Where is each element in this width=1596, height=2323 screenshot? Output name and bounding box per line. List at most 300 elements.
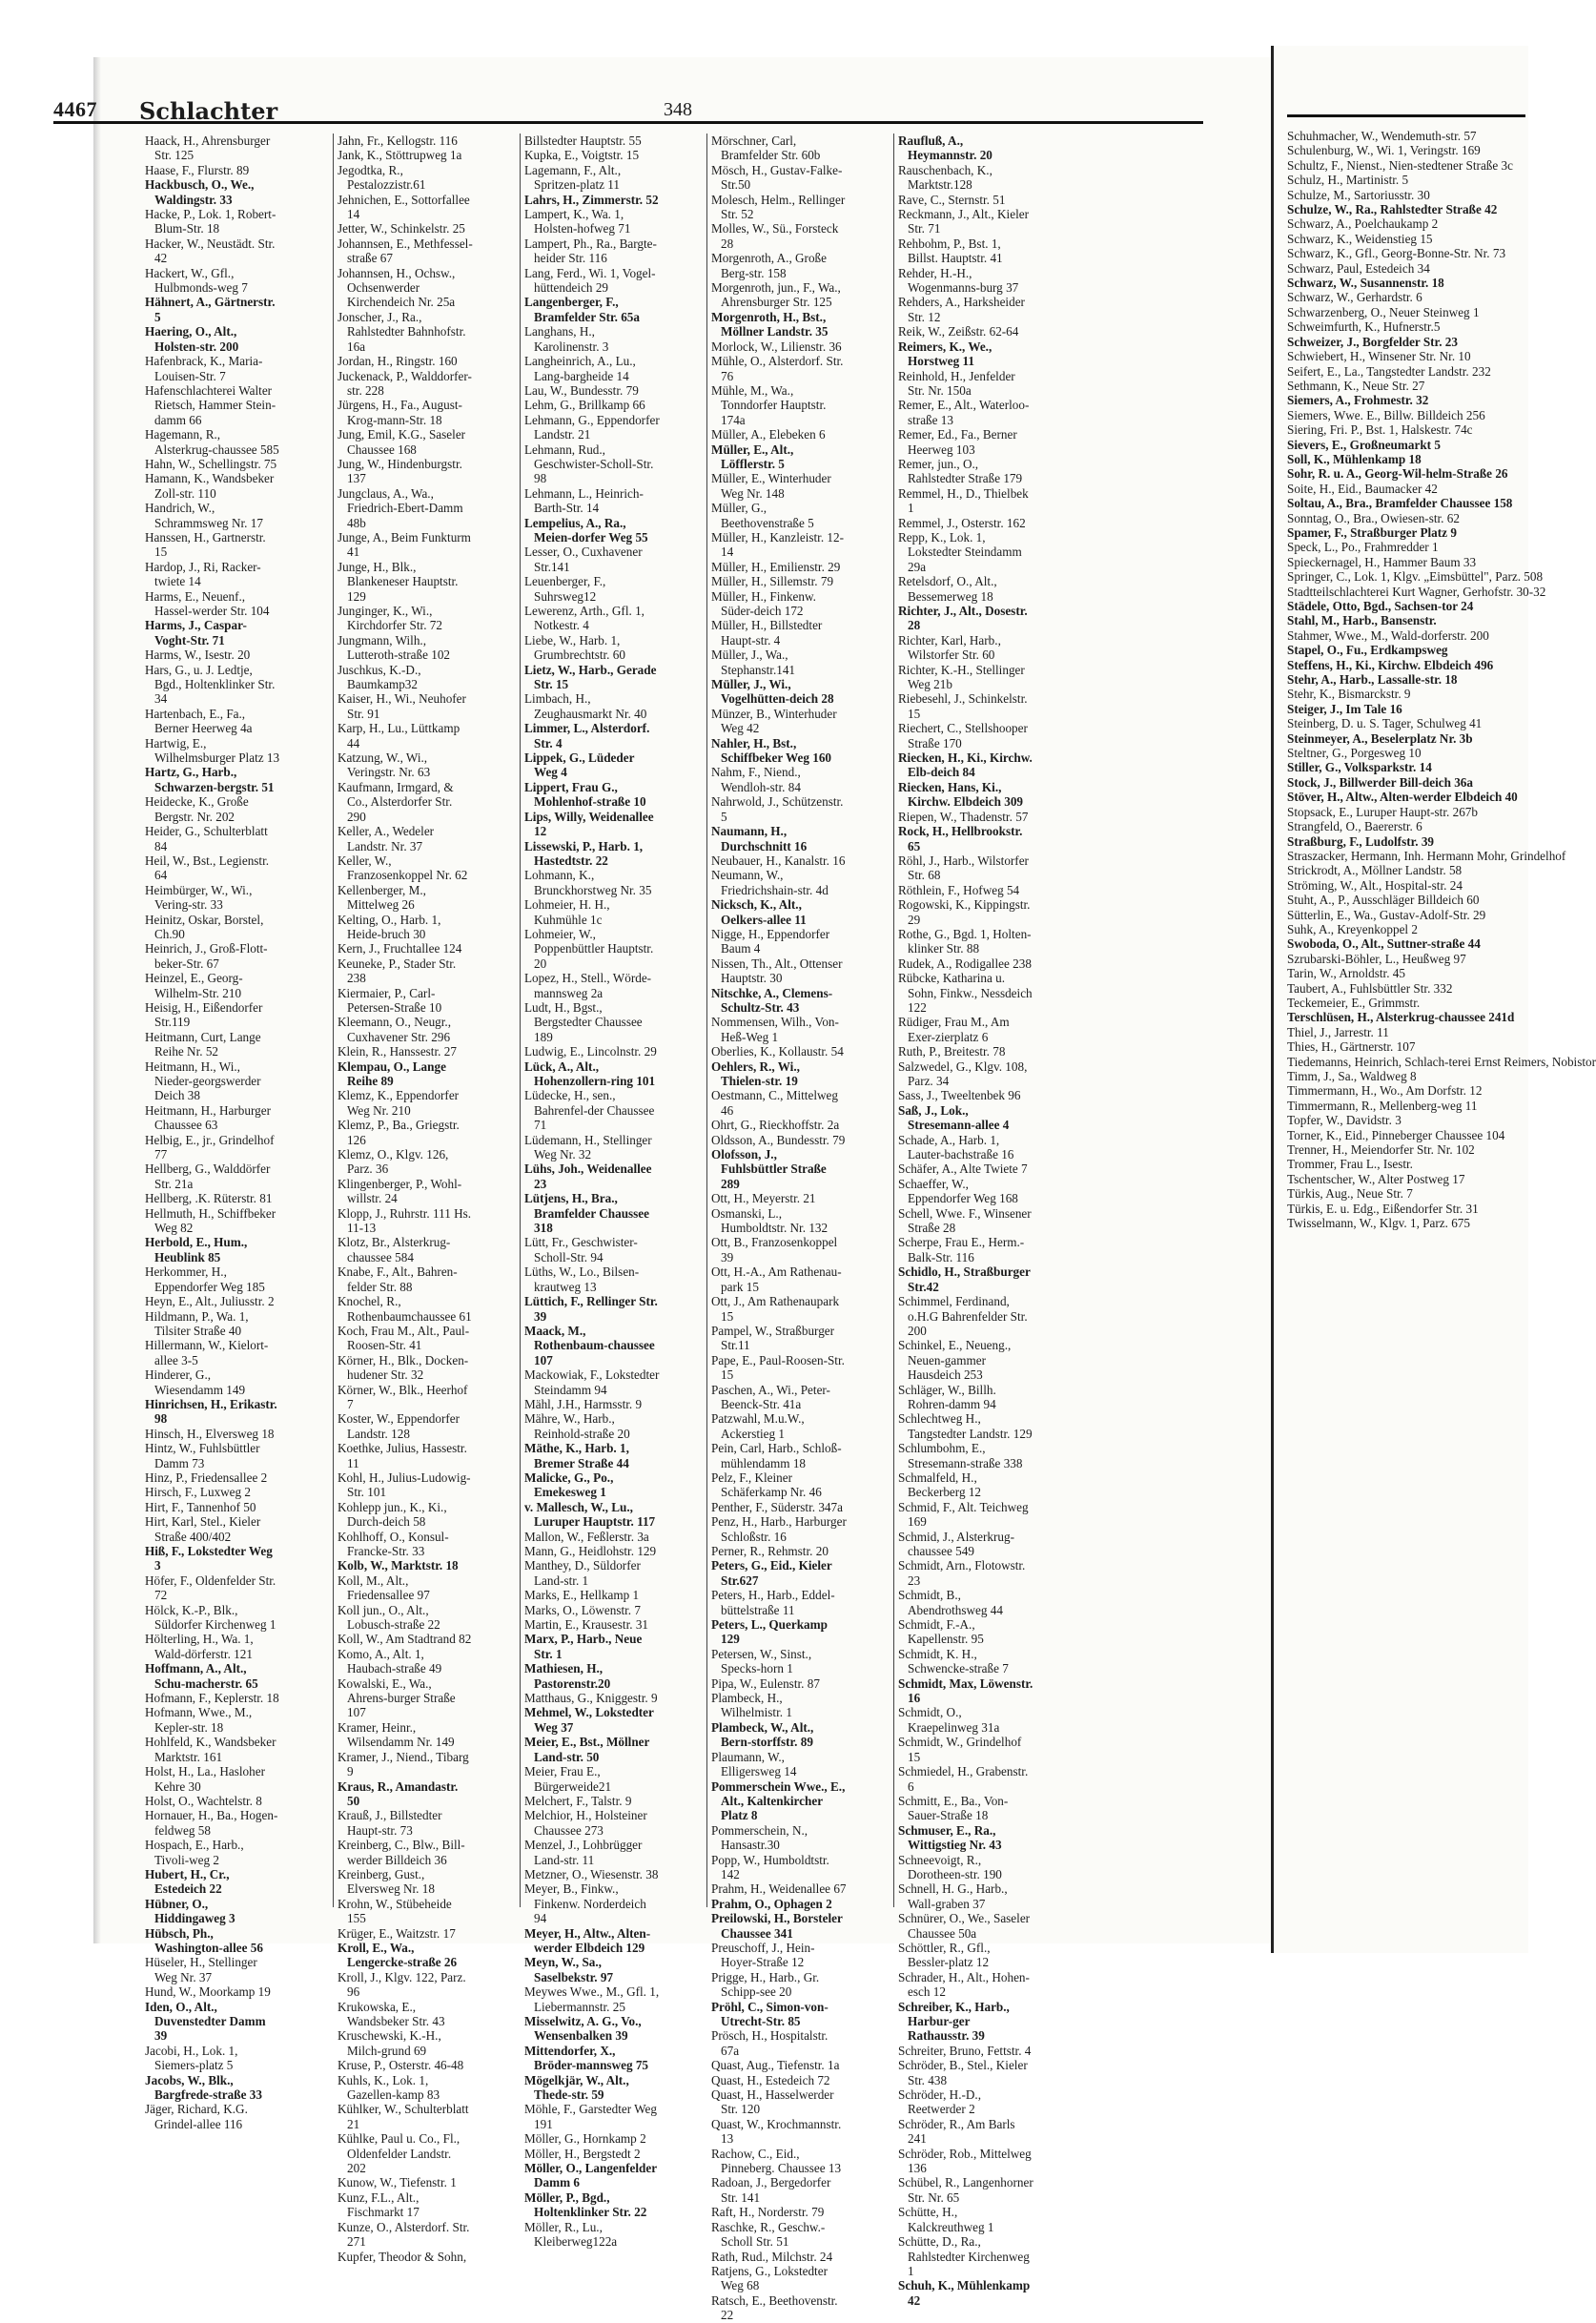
directory-entry: Ott, H., Meyerstr. 21 [711, 1191, 816, 1206]
directory-entry: Kühlker, W., Schulterblatt 21 [338, 2102, 469, 2131]
directory-entry: Marx, P., Harb., Neue Str. 1 [524, 1632, 643, 1661]
directory-entry: Liebe, W., Harb. 1, Grumbrechtstr. 60 [524, 632, 625, 663]
directory-entry: Twisselmann, W., Klgv. 1, Parz. 675 [1287, 1216, 1470, 1231]
directory-entry: Meier, Frau E., Bürgerweide21 [524, 1764, 612, 1794]
directory-entry: Kelting, O., Harb. 1, Heide-bruch 30 [338, 912, 441, 941]
directory-entry: Kreinberg, C., Blw., Bill-werder Billdeich 36 [338, 1838, 465, 1867]
directory-entry: Heitmann, H., Harburger Chaussee 63 [145, 1102, 271, 1133]
directory-entry: Ott, J., Am Rathenaupark 15 [711, 1294, 840, 1324]
directory-entry: Ratsch, E., Beethovenstr. 22 [711, 2292, 838, 2323]
directory-entry: Manthey, D., Süldorfer Land-str. 1 [524, 1558, 641, 1588]
directory-entry: Schmuser, E., Ra., Wittigstieg Nr. 43 [898, 1822, 1002, 1853]
directory-entry: Raft, H., Norderstr. 79 [711, 2205, 825, 2220]
directory-entry: Lüttich, F., Rellinger Str. 39 [524, 1294, 658, 1324]
directory-entry: Helbig, E., jr., Grindelhof 77 [145, 1132, 275, 1162]
directory-entry: Komo, A., Alt. 1, Haubach-straße 49 [338, 1646, 442, 1676]
directory-entry: Junge, A., Beim Funkturm 41 [338, 529, 471, 560]
directory-entry: Knabe, F., Alt., Bahren-felder Str. 88 [338, 1264, 458, 1294]
directory-entry: Hamann, K., Wandsbeker Zoll-str. 110 [145, 471, 275, 501]
directory-entry: Salzwedel, G., Klgv. 108, Parz. 34 [898, 1059, 1028, 1088]
directory-entry: Kolb, W., Marktstr. 18 [338, 1558, 459, 1573]
directory-entry: Molles, W., Sü., Forsteck 28 [711, 221, 839, 251]
directory-entry: Harms, J., Caspar-Voght-Str. 71 [145, 618, 247, 648]
directory-entry: Steinmeyer, A., Beselerplatz Nr. 3b [1287, 730, 1473, 746]
directory-entry: Schuhmacher, W., Wendemuth-str. 57 [1287, 129, 1477, 143]
directory-entry: Schröder, R., Am Barls 241 [898, 2116, 1015, 2147]
directory-entry: Holst, H., La., Hasloher Kehre 30 [145, 1764, 265, 1794]
directory-entry: Martin, E., Krausestr. 31 [524, 1617, 649, 1633]
directory-entry: Hacke, P., Lok. 1, Robert-Blum-Str. 18 [145, 207, 276, 236]
directory-entry: Richter, J., Alt., Dosestr. 28 [898, 604, 1028, 633]
directory-entry: Marks, E., Hellkamp 1 [524, 1588, 640, 1603]
directory-entry: Oestmann, C., Mittelweg 46 [711, 1088, 838, 1118]
directory-entry: Kroll, E., Wa., Lengercke-straße 26 [338, 1940, 458, 1970]
directory-entry: Heinitz, Oskar, Borstel, Ch.90 [145, 912, 264, 941]
directory-entry: Rudek, A., Rodigallee 238 [898, 956, 1032, 971]
listing-column-5 [893, 134, 1033, 2308]
directory-entry: Johannsen, H., Ochsw., Ochsenwerder Kirchendeich Nr. 25a [338, 265, 456, 310]
directory-entry: Schweimfurth, K., Hufnerstr.5 [1287, 319, 1441, 335]
directory-entry: Hornauer, H., Ba., Hogen-feldweg 58 [145, 1808, 278, 1838]
directory-entry: Tiedemanns, Heinrich, Schlach-terei Ernst Reimers, Nobistor [1287, 1054, 1596, 1069]
directory-entry: Terschlüsen, H., Alsterkrug-chaussee 241d [1287, 1010, 1515, 1025]
directory-entry: Neubauer, H., Kanalstr. 16 [711, 853, 846, 868]
directory-entry: Reinhold, H., Jenfelder Str. Nr. 150a [898, 368, 1015, 398]
directory-entry: Langheinrich, A., Lu., Lang-bargheide 14 [524, 354, 636, 383]
directory-entry: Mühle, M., Wa., Tonndorfer Hauptstr. 174a [711, 382, 827, 427]
directory-entry: Petersen, W., Sinst., Specks-horn 1 [711, 1646, 812, 1676]
directory-entry: Lissewski, P., Harb. 1, Hastedtstr. 22 [524, 838, 644, 868]
directory-entry: Schweizer, J., Borgfelder Str. 23 [1287, 334, 1458, 349]
directory-entry: Haase, F., Flurstr. 89 [145, 162, 250, 177]
directory-entry: Knochel, R., Rothenbaumchaussee 61 [338, 1294, 472, 1324]
directory-entry: Repp, K., Lok. 1, Lokstedter Steindamm 29a [898, 529, 1022, 574]
directory-entry: Kunze, O., Alsterdorf. Str. 271 [338, 2219, 470, 2250]
directory-entry: Timmermann, R., Mellenberg-weg 11 [1287, 1098, 1478, 1113]
directory-entry: Hinsch, H., Elversweg 18 [145, 1426, 275, 1441]
directory-entry: Mähl, J.H., Harmsstr. 9 [524, 1396, 643, 1411]
directory-entry: Johannsen, E., Methfessel-straße 67 [338, 236, 473, 266]
directory-entry: Lüdecke, H., sen., Bahrenfel-der Chaussee 71 [524, 1088, 655, 1133]
directory-entry: Billstedter Hauptstr. 55 [524, 134, 642, 148]
directory-entry: Schmidt, K. H., Schwencke-straße 7 [898, 1646, 1009, 1676]
directory-entry: Sass, J., Tweeltenbek 96 [898, 1088, 1021, 1103]
directory-entry: Lütjens, H., Bra., Bramfelder Chaussee 318 [524, 1191, 649, 1236]
directory-entry: Möller, R., Lu., Kleiberweg122a [524, 2219, 618, 2250]
directory-entry: Sievers, E., Großneumarkt 5 [1287, 437, 1441, 452]
directory-entry: Preilowski, H., Borsteler Chaussee 341 [711, 1911, 843, 1941]
directory-entry: Nahm, F., Niend., Wendloh-str. 84 [711, 765, 801, 794]
directory-entry: Kroll, J., Klgv. 122, Parz. 96 [338, 1969, 466, 2000]
directory-entry: Hagemann, R., Alsterkrug-chaussee 585 [145, 427, 279, 457]
directory-entry: Möhle, F., Garstedter Weg 191 [524, 2102, 658, 2131]
directory-entry: Schmidt, B., Abendrothsweg 44 [898, 1588, 1003, 1617]
directory-entry: Nitschke, A., Clemens-Schultz-Str. 43 [711, 985, 833, 1015]
directory-entry: Hartwig, E., Wilhelmsburger Platz 13 [145, 735, 280, 766]
directory-entry: Riecken, Hans, Ki., Kirchw. Elbdeich 309 [898, 779, 1024, 810]
directory-entry: Jungmann, Wilh., Lutteroth-straße 102 [338, 632, 451, 663]
directory-entry: Maack, M., Rothenbaum-chaussee 107 [524, 1323, 655, 1367]
directory-entry: Hirsch, F., Luxweg 2 [145, 1485, 252, 1500]
directory-entry: Reik, W., Zeißstr. 62-64 [898, 324, 1019, 339]
directory-entry: Nissen, Th., Alt., Ottenser Hauptstr. 30 [711, 956, 843, 986]
directory-entry: Kühlke, Paul u. Co., Fl., Oldenfelder Landstr. 202 [338, 2131, 460, 2176]
directory-entry: Pipa, W., Eulenstr. 87 [711, 1675, 820, 1691]
directory-entry: Raschke, R., Geschw.-Scholl Str. 51 [711, 2219, 826, 2250]
directory-entry: Heider, G., Schulterblatt 84 [145, 824, 268, 853]
directory-entry: Stahmer, Wwe., M., Wald-dorferstr. 200 [1287, 627, 1489, 643]
directory-entry: Pommerschein, N., Hansastr.30 [711, 1822, 808, 1853]
directory-entry: Heitmann, Curt, Lange Reihe Nr. 52 [145, 1029, 261, 1059]
directory-entry: Pröhl, C., Simon-von-Utrecht-Str. 85 [711, 1999, 829, 2028]
directory-entry: Mallon, W., Feßlerstr. 3a [524, 1529, 649, 1544]
directory-entry: Morlock, W., Lilienstr. 36 [711, 339, 842, 354]
directory-entry: Lippert, Frau G., Mohlenhof-straße 10 [524, 779, 646, 810]
directory-entry: Harms, E., Neuenf., Hassel-werder Str. 104 [145, 588, 270, 618]
directory-entry: Prahm, H., Weidenallee 67 [711, 1881, 847, 1897]
directory-entry: Melchert, F., Talstr. 9 [524, 1793, 632, 1808]
directory-entry: Kramer, J., Niend., Tibarg 9 [338, 1749, 469, 1779]
directory-entry: Städele, Otto, Bgd., Sachsen-tor 24 [1287, 599, 1474, 613]
directory-entry: Quast, H., Estedeich 72 [711, 2072, 830, 2087]
directory-entry: Münzer, B., Winterhuder Weg 42 [711, 706, 837, 736]
directory-entry: Retelsdorf, O., Alt., Bessemerweg 18 [898, 574, 997, 604]
directory-entry: Kruse, P., Osterstr. 46-48 [338, 2058, 464, 2073]
directory-entry: Kiermaier, P., Carl-Petersen-Straße 10 [338, 985, 442, 1015]
directory-entry: Lohmeier, W., Poppenbüttler Hauptstr. 20 [524, 926, 654, 971]
directory-entry: Kreinberg, Gust., Elversweg Nr. 18 [338, 1866, 435, 1897]
directory-entry: Juckenack, P., Walddorfer-str. 228 [338, 368, 472, 398]
directory-entry: Osmanski, L., Humboldtstr. Nr. 132 [711, 1205, 829, 1236]
directory-entry: Limbach, H., Zeughausmarkt Nr. 40 [524, 691, 647, 721]
directory-entry: Klotz, Br., Alsterkrug-chaussee 584 [338, 1235, 451, 1264]
directory-entry: Nicksch, K., Alt., Oelkers-allee 11 [711, 897, 807, 927]
directory-entry: Krohn, W., Stübeheide 155 [338, 1896, 452, 1926]
directory-entry: Raufluß, A., Heymannstr. 20 [898, 134, 992, 163]
directory-entry: Pampel, W., Straßburger Str.11 [711, 1323, 835, 1353]
directory-entry: Türkis, E. u. Edg., Eißendorfer Str. 31 [1287, 1201, 1479, 1216]
directory-entry: Sohr, R. u. A., Georg-Wil-helm-Straße 26 [1287, 466, 1508, 482]
directory-entry: Ludt, H., Bgst., Bergstedter Chaussee 189 [524, 999, 643, 1044]
directory-entry: Quast, Aug., Tiefenstr. 1a [711, 2058, 840, 2073]
directory-entry: Menzel, J., Lohbrügger Land-str. 11 [524, 1838, 643, 1867]
directory-entry: Stapel, O., Fu., Erdkampsweg [1287, 643, 1448, 658]
directory-entry: Kohlhoff, O., Konsul-Francke-Str. 33 [338, 1529, 449, 1558]
directory-entry: Popp, W., Humboldtstr. 142 [711, 1852, 829, 1881]
directory-entry: Klopp, J., Ruhrstr. 111 Hs. 11-13 [338, 1205, 472, 1236]
directory-entry: Soll, K., Mühlenkamp 18 [1287, 451, 1422, 466]
directory-entry: Katzung, W., Wi., Veringstr. Nr. 63 [338, 750, 431, 780]
directory-entry: Klemz, P., Ba., Griegstr. 126 [338, 1118, 460, 1147]
directory-entry: Lips, Willy, Weidenallee 12 [524, 809, 654, 839]
directory-entry: Hellberg, .K. Rüterstr. 81 [145, 1191, 273, 1206]
directory-entry: Lietz, W., Harb., Gerade Str. 15 [524, 662, 657, 692]
directory-entry: Lewerenz, Arth., Gfl. 1, Notkestr. 4 [524, 604, 645, 633]
directory-entry: Schübel, R., Langenhorner Str. Nr. 65 [898, 2175, 1033, 2205]
directory-entry: Schlechtweg H., Tangstedter Landstr. 129 [898, 1411, 1033, 1441]
listing-column-3 [520, 134, 660, 2250]
directory-entry: Malicke, G., Po., Emekesweg 1 [524, 1470, 614, 1500]
directory-entry: Reimers, K., We., Horstweg 11 [898, 339, 992, 369]
directory-entry: Scherpe, Frau E., Herm.-Balk-Str. 116 [898, 1235, 1025, 1264]
directory-entry: Hund, W., Moorkamp 19 [145, 1984, 271, 2000]
page-header [53, 92, 1203, 124]
directory-entry: Schwarz, W., Gerhardstr. 6 [1287, 290, 1422, 305]
directory-entry: Schwarz, W., Susannenstr. 18 [1287, 276, 1444, 291]
directory-entry: Müller, E., Alt., Löfflerstr. 5 [711, 442, 794, 471]
directory-entry: Heidecke, K., Große Bergstr. Nr. 202 [145, 794, 249, 824]
listing-column-2 [333, 134, 473, 2264]
directory-entry: Jacobi, H., Lok. 1, Siemers-platz 5 [145, 2043, 238, 2073]
directory-entry: Perner, R., Rehmstr. 20 [711, 1544, 829, 1558]
listing-columns [145, 134, 1278, 2323]
directory-entry: Siemers, A., Frohmestr. 32 [1287, 393, 1429, 408]
directory-entry: Quast, W., Krochmannstr. 13 [711, 2116, 842, 2147]
directory-entry: Müller, H., Finkenw. Süder-deich 172 [711, 588, 816, 618]
directory-entry: Kowalski, E., Wa., Ahrens-burger Straße 107 [338, 1675, 456, 1720]
directory-entry: Jung, W., Hindenburgstr. 137 [338, 456, 462, 486]
directory-entry: Schnürer, O., We., Saseler Chaussee 50a [898, 1911, 1031, 1941]
directory-entry: Peters, H., Harb., Eddel-büttelstraße 11 [711, 1588, 835, 1617]
directory-entry: Stadtteilschlachterei Kurt Wagner, Gerhofstr. 30-32 [1287, 584, 1546, 599]
directory-entry: Prigge, H., Harb., Gr. Schipp-see 20 [711, 1969, 820, 2000]
directory-entry: Schidlo, H., Straßburger Str.42 [898, 1264, 1031, 1294]
header-rule [53, 121, 1203, 124]
directory-entry: Koster, W., Eppendorfer Landstr. 128 [338, 1411, 460, 1441]
directory-entry: Ruth, P., Breitestr. 78 [898, 1044, 1006, 1059]
directory-entry: Timm, J., Sa., Waldweg 8 [1287, 1069, 1417, 1083]
directory-entry: Sethmann, K., Neue Str. 27 [1287, 378, 1425, 393]
directory-entry: Schröder, B., Stel., Kieler Str. 438 [898, 2058, 1028, 2087]
directory-entry: Trommer, Frau L., Isestr. [1287, 1157, 1413, 1172]
page-number: 348 [664, 99, 692, 120]
directory-entry: Müller, H., Sillemstr. 79 [711, 574, 834, 589]
directory-entry: Plaumann, W., Elligersweg 14 [711, 1749, 797, 1779]
directory-entry: Meier, E., Bst., Möllner Land-str. 50 [524, 1735, 650, 1764]
directory-entry: Harms, W., Isestr. 20 [145, 648, 251, 663]
directory-entry: Pelz, F., Kleiner Schäferkamp Nr. 46 [711, 1470, 822, 1500]
directory-entry: Jegodtka, R., Pestalozzistr.61 [338, 162, 426, 193]
directory-entry: Ott, B., Franzosenkoppel 39 [711, 1235, 838, 1264]
directory-entry: Rock, H., Hellbrookstr. 65 [898, 824, 1023, 853]
directory-entry: Stock, J., Billwerder Bill-deich 36a [1287, 774, 1473, 790]
directory-entry: Schmalfeld, H., Beckerberg 12 [898, 1470, 982, 1500]
directory-entry: Schmidt, O., Kraepelinweg 31a [898, 1705, 1000, 1735]
directory-entry: Handrich, W., Schrammsweg Nr. 17 [145, 501, 263, 530]
directory-entry: Müller, J., Wi., Vogelhütten-deich 28 [711, 677, 834, 707]
directory-entry: Stiller, G., Volksparkstr. 14 [1287, 760, 1432, 775]
directory-entry: Kramer, Heinr., Wilsendamm Nr. 149 [338, 1719, 455, 1750]
directory-entry: Möller, H., Bergstedt 2 [524, 2146, 641, 2161]
directory-entry: Kunow, W., Tiefenstr. 1 [338, 2175, 457, 2190]
directory-entry: Nommensen, Wilh., Von-Heß-Weg 1 [711, 1015, 839, 1044]
directory-entry: Schmid, F., Alt. Teichweg 169 [898, 1499, 1029, 1530]
directory-entry: Steiger, J., Im Tale 16 [1287, 701, 1402, 716]
directory-entry: Hahn, W., Schellingstr. 75 [145, 456, 277, 471]
directory-entry: Krukowska, E., Wandsbeker Str. 43 [338, 1999, 445, 2028]
directory-entry: Nahler, H., Bst., Schiffbeker Weg 160 [711, 735, 832, 766]
directory-entry: Jehnichen, E., Sottorfallee 14 [338, 192, 470, 222]
directory-entry: Siering, Fri. P., Bst. 1, Halskestr. 74c [1287, 422, 1473, 438]
directory-entry: Schwarz, K., Gfl., Georg-Bonne-Str. Nr. 73 [1287, 246, 1506, 261]
directory-entry: Mäthe, K., Harb. 1, Bremer Straße 44 [524, 1441, 629, 1470]
directory-entry: Hübner, O., Hiddingaweg 3 [145, 1896, 235, 1926]
directory-entry: Rothe, G., Bgd. 1, Holten-klinker Str. 88 [898, 926, 1032, 956]
directory-entry: Rüdiger, Frau M., Am Exer-zierplatz 6 [898, 1015, 1010, 1044]
directory-entry: Hofmann, Wwe., M., Kepler-str. 18 [145, 1705, 253, 1735]
directory-entry: Schreiber, K., Harb., Harbur-ger Rathausstr. 39 [898, 1999, 1010, 2044]
directory-entry: Taubert, A., Fuhlsbüttler Str. 332 [1287, 980, 1453, 996]
directory-entry: Szrubarski-Böhler, L., Heußweg 97 [1287, 951, 1466, 966]
directory-entry: Hölck, K.-P., Blk., Süldorfer Kirchenweg 1 [145, 1602, 276, 1633]
directory-entry: Stopsack, E., Luruper Haupt-str. 267b [1287, 804, 1478, 819]
directory-entry: Keuneke, P., Stader Str. 238 [338, 956, 457, 986]
directory-entry: Hubert, H., Cr., Estedeich 22 [145, 1866, 230, 1897]
directory-entry: Jung, Emil, K.G., Saseler Chaussee 168 [338, 427, 466, 457]
directory-entry: Haack, H., Ahrensburger Str. 125 [145, 134, 271, 163]
directory-entry: Penther, F., Süderstr. 347a [711, 1499, 843, 1514]
directory-entry: Schnell, H. G., Harb., Wall-graben 37 [898, 1881, 1008, 1911]
entry-number: 4467 [53, 97, 97, 121]
directory-entry: Schneevoigt, R., Dorotheen-str. 190 [898, 1852, 1002, 1881]
directory-entry: Rogowski, K., Kippingstr. 29 [898, 897, 1031, 927]
directory-entry: Klein, R., Hanssestr. 27 [338, 1044, 457, 1059]
directory-entry: Schimmel, Ferdinand, o.H.G Bahrenfelder Str. 200 [898, 1294, 1028, 1338]
directory-entry: Karp, H., Lu., Lüttkamp 44 [338, 721, 460, 750]
directory-entry: Türkis, Aug., Neue Str. 7 [1287, 1186, 1413, 1202]
directory-entry: Schwarzenberg, O., Neuer Steinweg 1 [1287, 304, 1480, 319]
directory-entry: Kern, J., Fruchtallee 124 [338, 941, 462, 956]
directory-entry: Timmermann, H., Wo., Am Dorfstr. 12 [1287, 1083, 1483, 1099]
directory-entry: Müller, H., Kanzleistr. 12-14 [711, 529, 845, 560]
directory-entry: Schmidt, Max, Löwenstr. 16 [898, 1675, 1033, 1706]
directory-entry: Lampert, Ph., Ra., Bargte-heider Str. 116 [524, 236, 657, 266]
directory-entry: Heyn, E., Alt., Juliusstr. 2 [145, 1294, 275, 1309]
directory-entry: Meyer, H., Altw., Alten-werder Elbdeich 129 [524, 1925, 651, 1955]
directory-entry: Ströming, W., Alt., Hospital-str. 24 [1287, 877, 1463, 893]
directory-entry: Steinberg, D. u. S. Tager, Schulweg 41 [1287, 716, 1483, 731]
directory-entry: Jürgens, H., Fa., August-Krog-mann-Str. 18 [338, 398, 462, 427]
directory-entry: Lühs, Joh., Weidenallee 23 [524, 1162, 652, 1191]
directory-entry: Speck, L., Po., Frahmredder 1 [1287, 540, 1439, 555]
directory-entry: Höfer, F., Oldenfelder Str. 72 [145, 1573, 276, 1603]
directory-entry: Stehr, K., Bismarckstr. 9 [1287, 687, 1411, 702]
directory-entry: Müller, A., Elebeken 6 [711, 427, 826, 442]
directory-entry: Meyer, B., Finkw., Finkenw. Norderdeich 94 [524, 1881, 646, 1926]
directory-entry: Schwarz, A., Poelchaukamp 2 [1287, 216, 1439, 232]
directory-entry: Schwiebert, H., Winsener Str. Nr. 10 [1287, 349, 1471, 364]
directory-entry: Richter, Karl, Harb., Wilstorfer Str. 60 [898, 632, 1001, 663]
directory-entry: Mähre, W., Harb., Reinhold-straße 20 [524, 1411, 630, 1441]
directory-entry: Kunz, F.L., Alt., Fischmarkt 17 [338, 2189, 419, 2220]
directory-entry: Ott, H.-A., Am Rathenau-park 15 [711, 1264, 842, 1294]
directory-entry: Hinz, P., Friedensallee 2 [145, 1470, 268, 1485]
directory-entry: Soite, H., Eid., Baumacker 42 [1287, 481, 1438, 496]
directory-entry: Neumann, W., Friedrichshain-str. 4d [711, 868, 829, 897]
directory-entry: Schmidt, F.-A., Kapellenstr. 95 [898, 1617, 984, 1647]
directory-entry: Junginger, K., Wi., Kirchdorfer Str. 72 [338, 604, 442, 633]
directory-entry: Springer, C., Lok. 1, Klgv. „Eimsbüttel", Parz. 508 [1287, 569, 1544, 585]
directory-entry: Spamer, F., Straßburger Platz 9 [1287, 524, 1457, 540]
directory-entry: Oehlers, R., Wi., Thielen-str. 19 [711, 1059, 800, 1088]
directory-entry: Tschentscher, W., Alter Postweg 17 [1287, 1171, 1465, 1186]
listing-column-1 [145, 134, 280, 2131]
directory-entry: Haering, O., Alt., Holsten-str. 200 [145, 324, 239, 354]
directory-entry: Riechert, C., Stellshooper Straße 170 [898, 721, 1028, 750]
directory-entry: Saß, J., Lok., Stresemann-allee 4 [898, 1102, 1010, 1133]
directory-entry: Jetter, W., Schinkelstr. 25 [338, 221, 465, 236]
directory-entry: Schwarz, Paul, Estedeich 34 [1287, 260, 1430, 276]
directory-entry: Schröder, Rob., Mittelweg 136 [898, 2146, 1032, 2176]
directory-entry: Plambeck, H., Wilhelmistr. 1 [711, 1691, 792, 1720]
directory-entry: Hintz, W., Fuhlsbüttler Damm 73 [145, 1441, 260, 1470]
directory-entry: Möller, G., Hornkamp 2 [524, 2131, 646, 2147]
directory-entry: Schmidt, Arn., Flotowstr. 23 [898, 1558, 1026, 1588]
directory-entry: Metzner, O., Wiesenstr. 38 [524, 1866, 659, 1881]
directory-entry: Kruschewski, K.-H., Milch-grund 69 [338, 2028, 441, 2058]
directory-entry: Siemers, Wwe. E., Billw. Billdeich 256 [1287, 407, 1485, 422]
directory-entry: v. Mallesch, W., Lu., Luruper Hauptstr. 117 [524, 1499, 656, 1530]
directory-entry: Ohrt, G., Rieckhoffstr. 2a [711, 1118, 840, 1133]
directory-entry: Holst, O., Wachtelstr. 8 [145, 1793, 262, 1808]
directory-entry: Hinrichsen, H., Erikastr. 98 [145, 1396, 277, 1427]
directory-entry: Lehmann, G., Eppendorfer Landstr. 21 [524, 412, 660, 442]
directory-entry: Nigge, H., Eppendorfer Baum 4 [711, 926, 830, 956]
directory-entry: Koll jun., O., Alt., Lobusch-straße 22 [338, 1602, 440, 1633]
directory-entry: Lopez, H., Stell., Wörde-mannsweg 2a [524, 971, 652, 1000]
directory-entry: Straßburg, F., Ludolfstr. 39 [1287, 833, 1435, 849]
directory-entry: Hellberg, G., Walddörfer Str. 21a [145, 1162, 271, 1191]
directory-entry: Quast, H., Hasselwerder Str. 120 [711, 2087, 834, 2117]
directory-entry: Lippek, G., Lüdeder Weg 4 [524, 750, 635, 780]
adjacent-page [1271, 46, 1596, 1953]
directory-entry: Koll, W., Am Stadtrand 82 [338, 1632, 472, 1647]
directory-entry: Schmidt, W., Grindelhof 15 [898, 1735, 1022, 1764]
directory-entry: Suhk, A., Kreyenkoppel 2 [1287, 921, 1418, 936]
directory-entry: Hackbusch, O., We., Waldingstr. 33 [145, 177, 255, 207]
running-head: Schlachter [139, 97, 278, 125]
directory-entry: Lück, A., Alt., Hohenzollern-ring 101 [524, 1059, 656, 1088]
directory-entry: Rehders, A., Harksheider Str. 12 [898, 295, 1025, 324]
directory-entry: Steffens, H., Ki., Kirchw. Elbdeich 496 [1287, 657, 1494, 672]
directory-entry: Pommerschein Wwe., E., Alt., Kaltenkircher Platz 8 [711, 1778, 846, 1823]
directory-entry: Iden, O., Alt., Duvenstedter Damm 39 [145, 1999, 266, 2044]
directory-entry: Schlumbohm, E., Stresemann-straße 338 [898, 1441, 1023, 1470]
directory-entry: Peters, G., Eid., Kieler Str.627 [711, 1558, 832, 1588]
directory-entry: Stahl, M., Harb., Bansenstr. [1287, 613, 1437, 628]
directory-entry: Müller, G., Beethovenstraße 5 [711, 501, 814, 530]
directory-entry: Kupka, E., Voigtstr. 15 [524, 148, 640, 163]
directory-entry: Keller, W., Franzosenkoppel Nr. 62 [338, 853, 468, 883]
directory-entry: Pein, Carl, Harb., Schloß-mühlendamm 18 [711, 1441, 842, 1470]
directory-entry: Hinderer, G., Wiesendamm 149 [145, 1367, 246, 1397]
directory-entry: Mösch, H., Gustav-Falke-Str.50 [711, 162, 843, 193]
directory-entry: Rübcke, Katharina u. Sohn, Finkw., Nessdeich 122 [898, 971, 1033, 1015]
directory-entry: Heil, W., Bst., Legienstr. 64 [145, 853, 270, 883]
directory-entry: Heinrich, J., Groß-Flott-beker-Str. 67 [145, 941, 268, 971]
directory-entry: Rave, C., Sternstr. 51 [898, 192, 1006, 207]
directory-entry: Mittendorfer, X., Bröder-mannsweg 75 [524, 2043, 649, 2073]
directory-entry: Hafenschlachterei Walter Rietsch, Hammer Stein-damm 66 [145, 382, 276, 427]
listing-column-4 [706, 134, 847, 2323]
directory-entry: Topfer, W., Davidstr. 3 [1287, 1113, 1402, 1128]
directory-entry: Sonntag, O., Bra., Owiesen-str. 62 [1287, 510, 1460, 525]
directory-entry: Meyn, W., Sa., Saselbekstr. 97 [524, 1955, 614, 1984]
directory-entry: Hoffmann, A., Alt., Schu-macherstr. 65 [145, 1661, 258, 1691]
directory-entry: Krüger, E., Waitzstr. 17 [338, 1925, 456, 1941]
directory-entry: Hofmann, F., Keplerstr. 18 [145, 1691, 279, 1706]
directory-entry: Körner, H., Blk., Docken-hudener Str. 32 [338, 1352, 469, 1383]
